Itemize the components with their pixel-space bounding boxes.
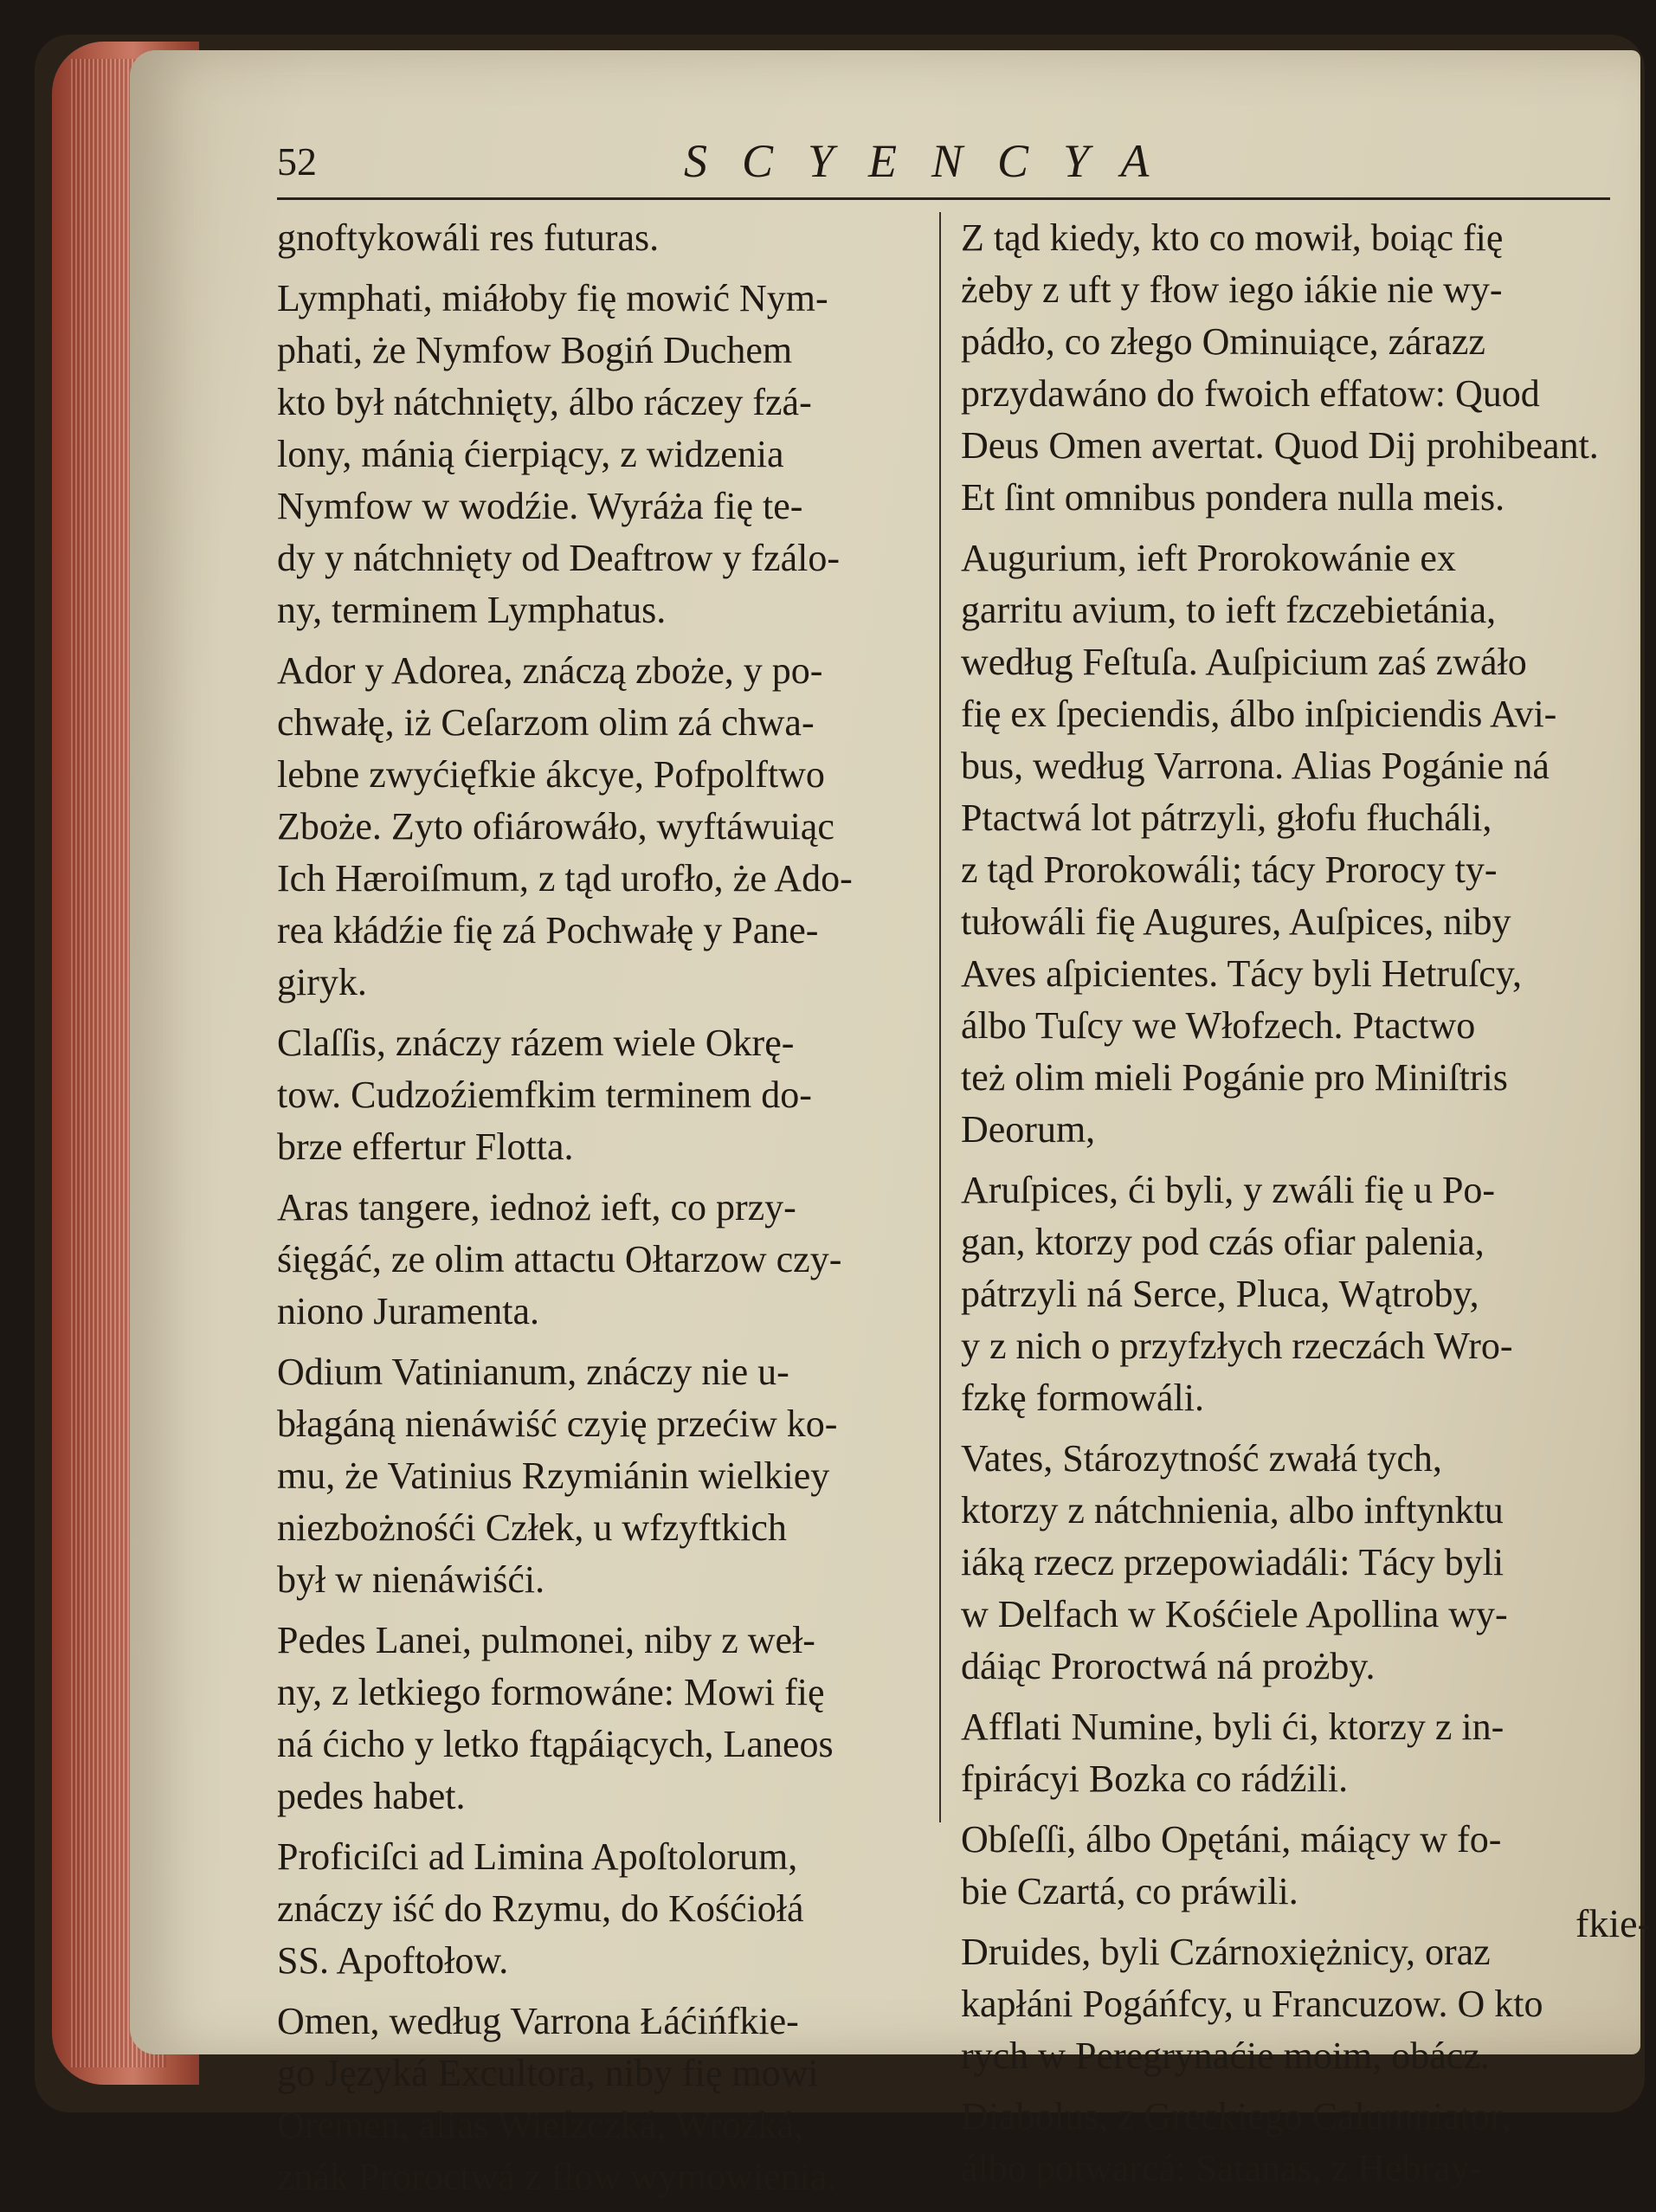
text-line: błagáną nienáwiść czyię przećiw ko- (277, 1403, 838, 1445)
text-line: według Feſtuſa. Auſpicium zaś zwáło (961, 641, 1527, 683)
text-line: Proficiſci ad Limina Apoſtolorum, (277, 1835, 798, 1878)
paragraph (961, 532, 1601, 1156)
paragraph (277, 1017, 918, 1173)
catchword: fkie- (1575, 1901, 1651, 1945)
text-line: pátrzyli ná Serce, Pluca, Wątroby, (961, 1273, 1479, 1315)
text-line: gan, ktorzy pod czás ofiar palenia, (961, 1221, 1485, 1263)
text-line: kto był nátchnięty, álbo ráczey fzá- (277, 381, 812, 423)
text-line: ny, terminem Lymphatus. (277, 589, 667, 631)
text-line: Afflati Numine, byli ći, ktorzy z in- (961, 1706, 1505, 1748)
paragraph (961, 1926, 1601, 2082)
paragraph (277, 273, 918, 636)
text-line: w Delfach w Kośćiele Apollina wy- (961, 1593, 1508, 1635)
paragraph (277, 645, 918, 1009)
text-line: kapłáni Pogáńfcy, u Francuzow. O kto (961, 1983, 1543, 2025)
column-divider (939, 212, 941, 1822)
text-line: Ich Hæroiſmum, z tąd urofło, że Ado- (277, 857, 853, 900)
right-column (961, 212, 1601, 2203)
text-line: przydawáno do fwoich effatow: Quod (961, 372, 1540, 415)
paragraph (277, 1996, 918, 2203)
text-line: Claſſis, znáczy rázem wiele Okrę- (277, 1022, 795, 1064)
text-line: niezbożnośći Człek, u wfzyftkich (277, 1506, 787, 1549)
text-line: gnoftykowáli res futuras. (277, 216, 660, 259)
text-line: pedes habet. (277, 1775, 466, 1817)
paragraph (277, 1182, 918, 1338)
text-line: iáką rzecz przepowiadáli: Tácy byli (961, 1541, 1505, 1583)
paragraph (277, 1831, 918, 1987)
text-line: lony, mánią ćierpiący, z widzenia (277, 433, 784, 475)
text-line: Lymphati, miáłoby fię mowić Nym- (277, 277, 828, 319)
text-line: chwałę, iż Ceſarzom olim zá chwa- (277, 701, 815, 744)
text-line: álbo potwarcá: Satanas, z Hebray- (961, 2147, 1483, 2189)
text-line: tow. Cudzoźiemfkim terminem do- (277, 1074, 812, 1116)
header-rule (277, 197, 1610, 200)
text-line: fię ex ſpeciendis, álbo inſpiciendis Avi- (961, 693, 1557, 735)
text-line: SS. Apoftołow. (277, 1939, 509, 1982)
text-line: z tąd Prorokowáli; tácy Prorocy ty- (961, 848, 1498, 891)
text-line: Odium Vatinianum, znáczy nie u- (277, 1351, 789, 1393)
text-line: Deorum, (961, 1108, 1096, 1151)
text-line: żeby z uft y fłow iego iákie nie wy- (961, 268, 1503, 311)
text-line: Augurium, ieft Prorokowánie ex (961, 537, 1456, 579)
paragraph (277, 1615, 918, 1822)
text-line: álbo Tuſcy we Włofzech. Ptactwo (961, 1004, 1476, 1047)
text-line: Deus Omen avertat. Quod Dij prohibeant. (961, 424, 1599, 467)
paragraph (961, 1164, 1601, 1424)
page-number: 52 (277, 139, 317, 184)
paragraph (961, 1814, 1601, 1918)
text-line: ktorzy z nátchnienia, albo inftynktu (961, 1489, 1504, 1532)
text-line: Aves aſpicientes. Tácy byli Hetruſcy, (961, 952, 1522, 995)
text-line: garritu avium, to ieft fzczebietánia, (961, 589, 1497, 631)
text-line: Oremen, alias Wieſzczká, Wrożká, (277, 2104, 804, 2146)
text-line: brze effertur Flotta. (277, 1125, 574, 1168)
text-line: Diabolus, z Greckiego Calumniator, (961, 2095, 1511, 2138)
paragraph (277, 212, 918, 264)
text-line: też olim mieli Pogánie pro Miniſtris (961, 1056, 1508, 1099)
text-line: phati, że Nymfow Bogiń Duchem (277, 329, 793, 371)
text-line: znáczy iść do Rzymu, do Kośćiołá (277, 1887, 804, 1930)
text-line: śięgáć, ze olim attactu Ołtarzow czy- (277, 1238, 842, 1280)
text-line: tułowáli fię Augures, Auſpices, niby (961, 900, 1511, 943)
text-line: fpirácyi Bozka co rádźili. (961, 1757, 1349, 1800)
text-line: ná ćicho y letko ftąpáiących, Laneos (277, 1723, 834, 1765)
text-line: bus, według Varrona. Alias Pogánie ná (961, 745, 1550, 787)
text-line: Obſeſſi, álbo Opętáni, máiący w fo- (961, 1818, 1502, 1861)
text-line: mu, że Vatinius Rzymiánin wielkiey (277, 1454, 830, 1497)
running-head: SCYENCYA (684, 135, 1184, 187)
text-line: go Języká Excultora, niby fię mowi (277, 2052, 819, 2094)
text-line: znák Proroctwá z fłow wymowienia. (277, 2156, 837, 2198)
text-line: bie Czartá, co práwili. (961, 1870, 1298, 1912)
text-line: fzkę formowáli. (961, 1377, 1204, 1419)
text-line: dy y nátchnięty od Deaftrow y fzálo- (277, 537, 840, 579)
text-line: niono Juramenta. (277, 1290, 540, 1332)
text-line: Pedes Lanei, pulmonei, niby z weł- (277, 1619, 815, 1661)
text-line: Zboże. Zyto ofiárowáło, wyftáwuiąc (277, 805, 834, 848)
text-line: ny, z letkiego formowáne: Mowi fię (277, 1671, 825, 1713)
paragraph (961, 1701, 1601, 1805)
text-line: Vates, Stározytność zwałá tych, (961, 1437, 1442, 1480)
text-line: rych w Peregrynaćie moim, obácz. (961, 2035, 1490, 2077)
text-line: Z tąd kiedy, kto co mowił, boiąc fię (961, 216, 1504, 259)
paragraph (277, 1346, 918, 1606)
text-line: Omen, według Varrona Łáćińfkie- (277, 2000, 799, 2042)
paragraph (961, 2091, 1601, 2195)
text-line: był w nienáwiśći. (277, 1558, 545, 1601)
paragraph (961, 212, 1601, 524)
page-header (277, 130, 1610, 208)
text-line: Ptactwá lot pátrzyli, głofu fłucháli, (961, 796, 1492, 839)
text-line: Druides, byli Czárnoxiężnicy, oraz (961, 1931, 1491, 1973)
text-line: Aras tangere, iednoż ieft, co przy- (277, 1186, 796, 1229)
text-line: dáiąc Proroctwá ná prożby. (961, 1645, 1376, 1687)
left-column (277, 212, 918, 2212)
text-line: Et ſint omnibus pondera nulla meis. (961, 476, 1505, 519)
text-line: Ador y Adorea, znáczą zboże, y po- (277, 649, 823, 692)
paragraph (961, 1433, 1601, 1693)
text-line: rea kłádźie fię zá Pochwałę y Pane- (277, 909, 819, 951)
text-line: giryk. (277, 961, 367, 1003)
text-line: lebne zwyćięfkie ákcye, Pofpolftwo (277, 753, 825, 796)
text-line: Aruſpices, ći byli, y zwáli fię u Po- (961, 1169, 1496, 1211)
text-line: Nymfow w wodźie. Wyráża fię te- (277, 485, 803, 527)
page-content (277, 130, 1651, 2198)
text-line: y z nich o przyfzłych rzeczách Wro- (961, 1325, 1513, 1367)
text-line: pádło, co złego Ominuiące, zárazz (961, 320, 1485, 363)
